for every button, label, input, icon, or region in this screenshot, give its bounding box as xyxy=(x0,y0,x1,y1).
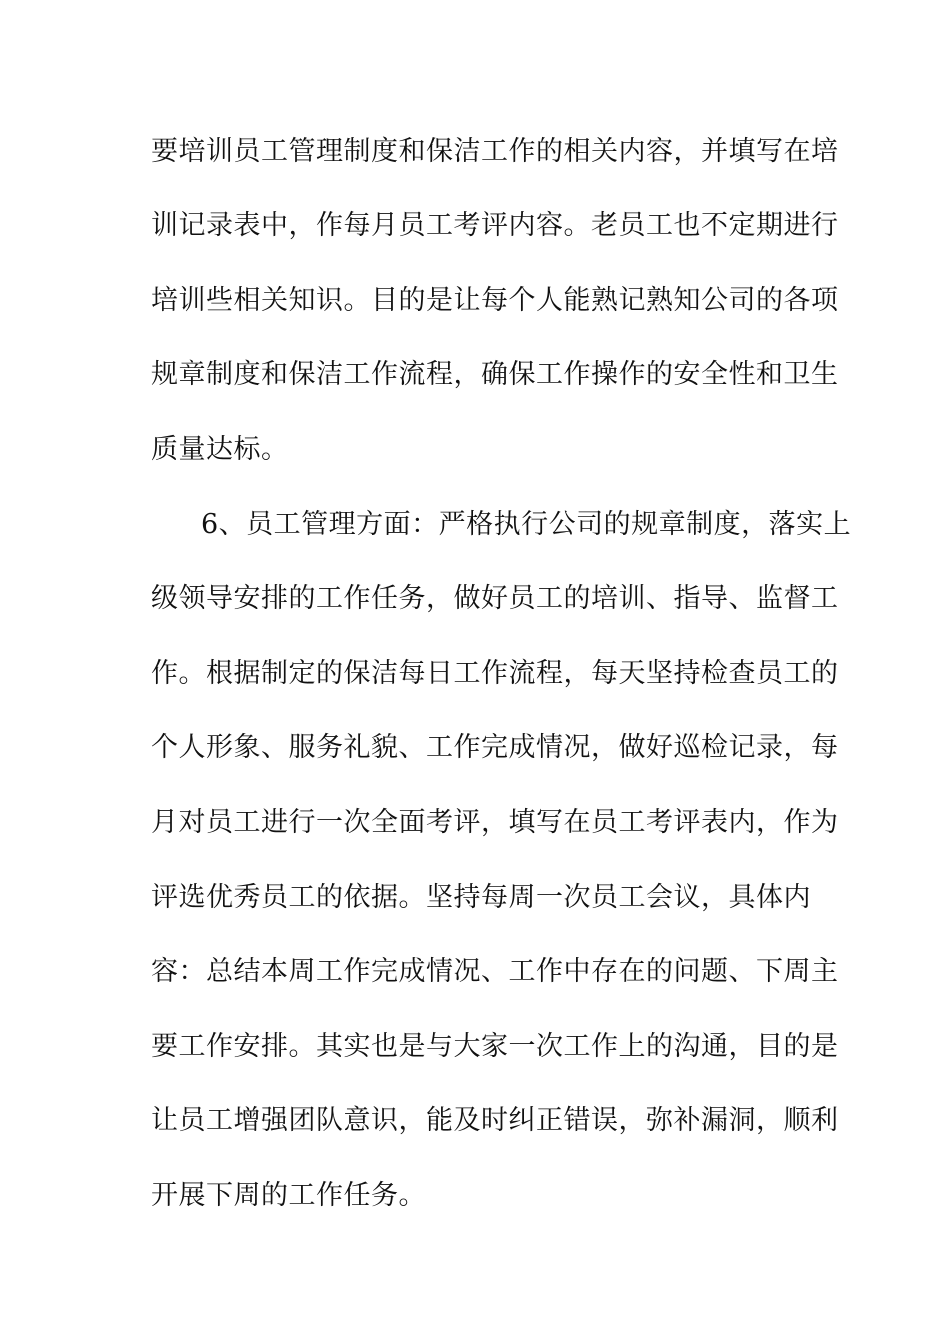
text-line: 开展下周的工作任务。 xyxy=(151,1180,426,1211)
text-line: 培训些相关知识。目的是让每个人能熟记熟知公司的各项 xyxy=(151,285,839,316)
text-line: 要工作安排。其实也是与大家一次工作上的沟通，目的是 xyxy=(151,1031,839,1062)
text-line: 要培训员工管理制度和保洁工作的相关内容，并填写在培 xyxy=(151,136,839,167)
text-line: 质量达标。 xyxy=(151,434,289,465)
text-line: 让员工增强团队意识，能及时纠正错误，弥补漏洞，顺利 xyxy=(151,1105,839,1136)
text-line: 6、员工管理方面：严格执行公司的规章制度，落实上 xyxy=(201,509,852,540)
text-line: 容：总结本周工作完成情况、工作中存在的问题、下周主 xyxy=(151,956,839,987)
text-line: 月对员工进行一次全面考评，填写在员工考评表内，作为 xyxy=(151,807,839,838)
text-line: 个人形象、服务礼貌、工作完成情况，做好巡检记录，每 xyxy=(151,732,839,763)
text-line: 级领导安排的工作任务，做好员工的培训、指导、监督工 xyxy=(151,583,839,614)
text-line: 训记录表中，作每月员工考评内容。老员工也不定期进行 xyxy=(151,210,839,241)
text-line: 评选优秀员工的依据。坚持每周一次员工会议，具体内 xyxy=(151,882,811,913)
text-line: 作。根据制定的保洁每日工作流程，每天坚持检查员工的 xyxy=(151,658,839,689)
text-line: 规章制度和保洁工作流程，确保工作操作的安全性和卫生 xyxy=(151,359,839,390)
